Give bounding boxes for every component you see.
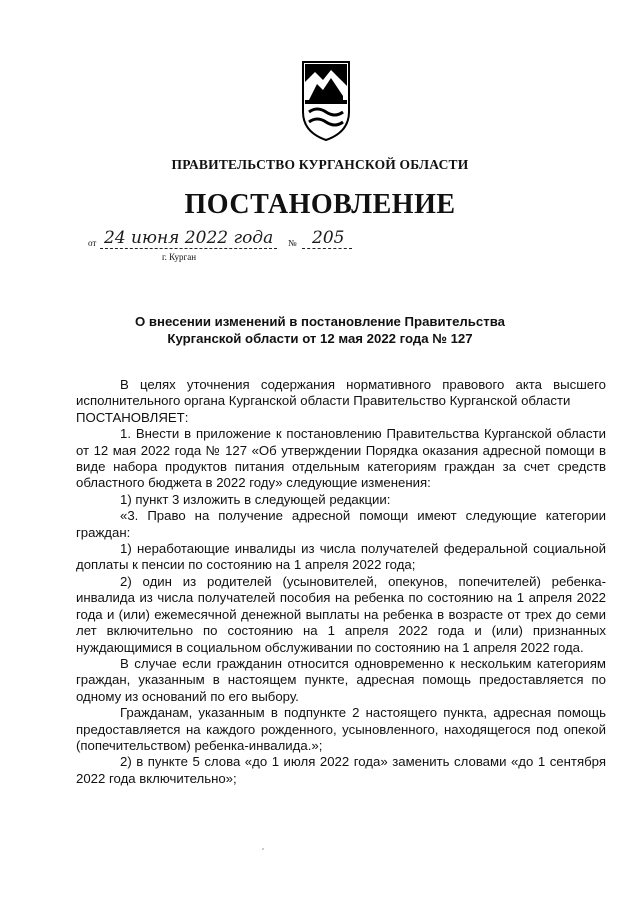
date-prefix: от [88, 238, 97, 248]
number-handwritten: 205 [312, 228, 345, 248]
paragraph-subitem-2: 2) в пункте 5 слова «до 1 июля 2022 года» заменить словами «до 1 сентября 2022 года включительно»; [76, 754, 606, 786]
paragraph-resolves: ПОСТАНОВЛЯЕТ: [76, 409, 189, 425]
paragraph-category-2: 2) один из родителей (усыновителей, опекунов, попечителей) ребенка-инвалида из числа получателей пособия на ребенка по состоянию на 1 апреля 2022 года и (или) ежемесячной денежной выплаты на ребенка в возрасте от трех до семи лет включительно по состоянию на 1 апреля 2022 года и (или) признанных нуждающимися в социальном обслуживании по состоянию на 1 апреля 2022 года. [76, 573, 606, 655]
paragraph-item-1: 1. Внести в приложение к постановлению Правительства Курганской области от 12 мая 2022 года № 127 «Об утверждении Порядка оказания адресной помощи в виде набора продуктов питания отдельным категориям граждан за счет средств областного бюджета в 2022 году» следующие изменения: [76, 426, 606, 491]
city-name: г. Курган [162, 252, 197, 262]
paragraph-point-3: «3. Право на получение адресной помощи имеют следующие категории граждан: [76, 508, 606, 540]
date-underline [100, 248, 277, 249]
paragraph-multiple-categories: В случае если гражданин относится одновременно к нескольким категориям граждан, указанным в настоящем пункте, адресная помощь предоставляется по одному из оснований по его выбору. [76, 655, 606, 704]
document-heading [0, 313, 640, 347]
number-prefix: № [288, 238, 297, 248]
paragraph-each-child: Гражданам, указанным в подпункте 2 настоящего пункта, адресная помощь предоставляется на каждого рожденного, усыновленного, находящегося под опекой (попечительством) ребенка-инвалида.»; [76, 705, 606, 753]
paragraph-preamble: В целях уточнения содержания нормативного правового акта высшего исполнительного органа Курганской области Правительство Курганской области [76, 377, 606, 409]
document-body [76, 377, 606, 787]
number-underline [302, 248, 352, 249]
government-name: ПРАВИТЕЛЬСТВО КУРГАНСКОЙ ОБЛАСТИ [171, 157, 469, 172]
paragraph-category-1: 1) неработающие инвалиды из числа получателей федеральной социальной доплаты к пенсии по состоянию на 1 апреля 2022 года; [76, 541, 606, 573]
date-handwritten: 24 июня 2022 года [104, 228, 274, 248]
paragraph-subitem-1: 1) пункт 3 изложить в следующей редакции: [120, 491, 391, 507]
heading-line-2: Курганской области от 12 мая 2022 года № 127 [167, 331, 473, 346]
document-type: ПОСТАНОВЛЕНИЕ [184, 189, 456, 220]
coat-of-arms-icon [301, 60, 351, 142]
heading-line-1: О внесении изменений в постановление Правительства [135, 314, 505, 329]
scan-speck [262, 848, 264, 850]
